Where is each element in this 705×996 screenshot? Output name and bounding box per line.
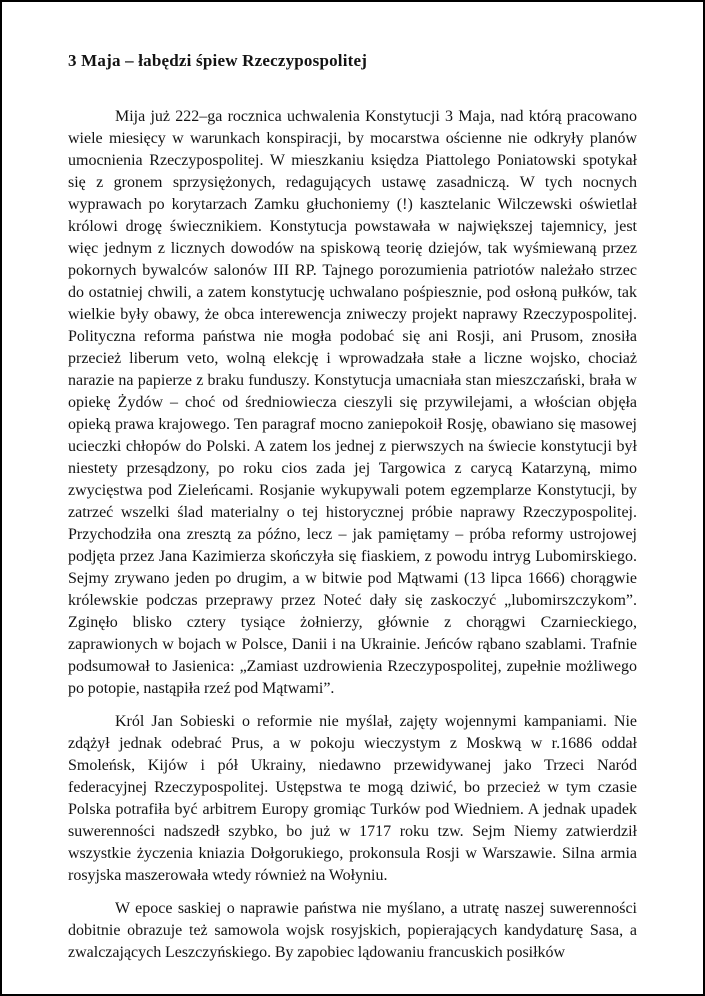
document-title: 3 Maja – łabędzi śpiew Rzeczypospolitej xyxy=(68,51,368,70)
paragraph: Król Jan Sobieski o reformie nie myślał, zajęty wojennymi kampaniami. Nie zdążył jednak odebrać Prus, a w pokoju wieczystym z Moskwą w r.1686 oddał Smoleńsk, Kijów i pół Ukrainy, niedawno przewidywanej jako Trzeci Naród federacyjnej Rzeczypospolitej. Ustępstwa te mogą dziwić, bo przecież w tym czasie Polska potrafiła być arbitrem Europy gromiąc Turków pod Wiedniem. A jednak upadek suwerenności nadszedł szybko, bo już w 1717 roku tzw. Sejm Niemy zatwierdził wszystkie życzenia kniazia Dołgorukiego, prokonsula Rosji w Warszawie. Silna armia rosyjska maszerowała wtedy również na Wołyniu. xyxy=(68,713,637,884)
paragraph: W epoce saskiej o naprawie państwa nie myślano, a utratę naszej suwerenności dobitnie obrazuje też samowola wojsk rosyjskich, popierających kandydaturę Sasa, a zwalczających Leszczyńskiego. By zapobiec lądowaniu francuskich posiłków xyxy=(68,900,637,961)
paragraph: Mija już 222–ga rocznica uchwalenia Konstytucji 3 Maja, nad którą pracowano wiele miesięcy w warunkach konspiracji, by mocarstwa ościenne nie odkryły planów umocnienia Rzeczypospolitej. W mieszkaniu księdza Piattolego Poniatowski spotykał się z gronem sprzysiężonych, redagujących ustawę zasadniczą. W tych nocnych wyprawach po korytarzach Zamku głuchoniemy (!) kasztelanic Wilczewski oświetlał królowi drogę świecznikiem. Konstytucja powstawała w największej tajemnicy, jest więc jednym z licznych dowodów na spiskową teorię dziejów, tak wyśmiewaną przez pokornych bywalców salonów III RP. Tajnego porozumienia patriotów należało strzec do ostatniej chwili, a zatem konstytucję uchwalano pośpiesznie, pod osłoną pułków, tak wielkie były obawy, że obca interewencja zniweczy projekt naprawy Rzeczypospolitej. Polityczna reforma państwa nie mogła podobać się ani Rosji, ani Prusom, znosiła przecież liberum veto, wolną elekcję i wprowadzała stałe a liczne wojsko, chociaż narazie na papierze z braku funduszy. Konstytucja umacniała stan mieszczański, brała w opiekę Żydów – choć od średniowiecza cieszyli się przywilejami, a włościan objęła opieką prawa krajowego. Ten paragraf mocno zaniepokoił Rosję, obawiano się masowej ucieczki chłopów do Polski. A zatem los jednej z pierwszych na świecie konstytucji był niestety przesądzony, po roku cios zada jej Targowica z carycą Katarzyną, mimo zwycięstwa pod Zieleńcami. Rosjanie wykupywali potem egzemplarze Konstytucji, by zatrzeć wszelki ślad materialny o tej historycznej próbie naprawy Rzeczypospolitej. Przychodziła ona zresztą za późno, lecz – jak pamiętamy – próba reformy ustrojowej podjęta przez Jana Kazimierza skończyła się fiaskiem, z powodu intryg Lubomirskiego. Sejmy zrywano jeden po drugim, a w bitwie pod Mątwami (13 lipca 1666) chorągwie królewskie podczas przeprawy przez Noteć dały się zaskoczyć „lubomirszczykom”. Zginęło blisko cztery tysiące żołnierzy, głównie z chorągwi Czarnieckiego, zaprawionych w bojach w Polsce, Danii i na Ukrainie. Jeńców rąbano szablami. Trafnie podsumował to Jasienica: „Zamiast uzdrowienia Rzeczypospolitej, zupełnie możliwego po potopie, nastąpiła rzeź pod Mątwami”. xyxy=(68,108,637,697)
document-body xyxy=(68,106,637,964)
